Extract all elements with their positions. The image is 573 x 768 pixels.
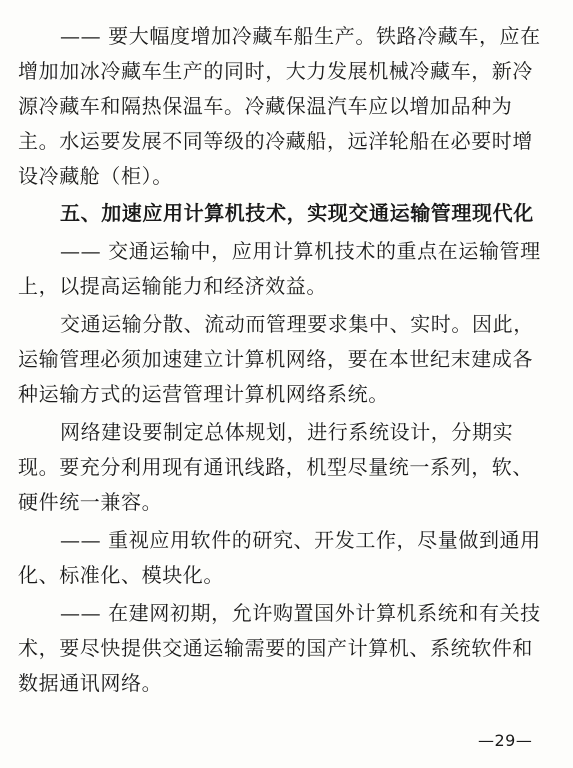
text-line: —— 重视应用软件的研究、开发工作，尽量做到通用 bbox=[60, 528, 541, 552]
text-line: 种运输方式的运营管理计算机网络系统。 bbox=[18, 382, 389, 406]
text-line: 化、标准化、模块化。 bbox=[18, 563, 224, 587]
text-line: 交通运输分散、流动而管理要求集中、实时。因此， bbox=[60, 312, 534, 336]
text-line: —— 要大幅度增加冷藏车船生产。铁路冷藏车，应在 bbox=[60, 24, 541, 48]
text-line: 数据通讯网络。 bbox=[18, 671, 163, 695]
text-line: 硬件统一兼容。 bbox=[18, 490, 163, 514]
section-heading: 五、加速应用计算机技术，实现交通运输管理现代化 bbox=[60, 201, 534, 225]
text-line: 术，要尽快提供交通运输需要的国产计算机、系统软件和 bbox=[18, 636, 533, 660]
text-line: 增加加冰冷藏车生产的同时，大力发展机械冷藏车，新冷 bbox=[18, 59, 533, 83]
text-line: —— 在建网初期，允许购置国外计算机系统和有关技 bbox=[60, 601, 541, 625]
text-line: —— 交通运输中，应用计算机技术的重点在运输管理 bbox=[60, 239, 541, 263]
text-line: 上，以提高运输能力和经济效益。 bbox=[18, 274, 327, 298]
text-line: 网络建设要制定总体规划，进行系统设计，分期实 bbox=[60, 420, 514, 444]
text-line: 设冷藏舱（柜）。 bbox=[18, 164, 173, 188]
text-line: 源冷藏车和隔热保温车。冷藏保温汽车应以增加品种为 bbox=[18, 94, 513, 118]
text-line: 运输管理必须加速建立计算机网络，要在本世纪末建成各 bbox=[18, 347, 533, 371]
page-number: —29— bbox=[478, 731, 533, 750]
text-line: 现。要充分利用现有通讯线路，机型尽量统一系列，软、 bbox=[18, 455, 533, 479]
text-line: 主。水运要发展不同等级的冷藏船，远洋轮船在必要时增 bbox=[18, 129, 533, 153]
